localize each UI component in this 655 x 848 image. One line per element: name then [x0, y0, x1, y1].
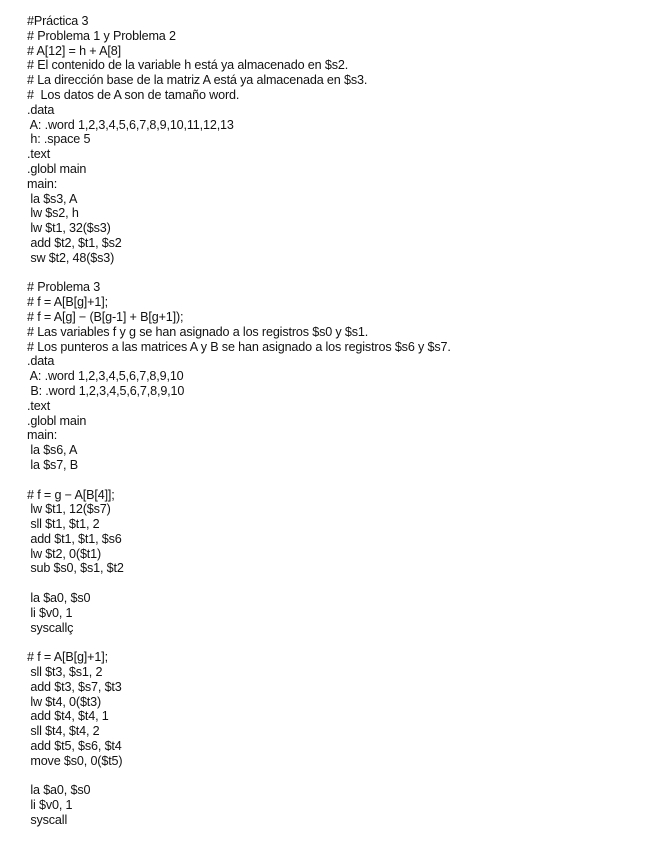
code-line: # Problema 3 — [27, 280, 101, 295]
code-line: add $t1, $t1, $s6 — [27, 531, 122, 546]
code-line: B: .word 1,2,3,4,5,6,7,8,9,10 — [27, 383, 185, 398]
code-line: sw $t2, 48($s3) — [27, 250, 115, 265]
code-line: # f = A[B[g]+1]; — [27, 295, 108, 310]
code-line: # Los datos de A son de tamaño word. — [27, 87, 240, 102]
code-line: lw $t2, 0($t1) — [27, 546, 102, 561]
code-line: # f = A[g] − (B[g-1] + B[g+1]); — [27, 309, 184, 324]
code-line: # f = A[B[g]+1]; — [27, 650, 108, 665]
code-line: .globl main — [27, 161, 87, 176]
code-line: #Práctica 3 — [27, 14, 89, 28]
code-line: main: — [27, 176, 58, 191]
code-line: sll $t1, $t1, 2 — [27, 517, 100, 532]
code-line: la $a0, $s0 — [27, 591, 91, 606]
code-line: move $s0, 0($t5) — [27, 753, 123, 768]
code-line: .data — [27, 354, 55, 369]
code-line: la $s6, A — [27, 443, 78, 458]
code-line: lw $t4, 0($t3) — [27, 694, 102, 709]
code-line: # La dirección base de la matriz A está ya almacenada en $s3. — [27, 73, 368, 88]
blank-line — [27, 576, 647, 591]
blank-line — [27, 473, 647, 488]
code-line: syscall — [27, 813, 68, 828]
code-line: A: .word 1,2,3,4,5,6,7,8,9,10 — [27, 369, 184, 384]
code-line: # El contenido de la variable h está ya almacenado en $s2. — [27, 58, 349, 73]
code-line: li $v0, 1 — [27, 798, 73, 813]
code-line: add $t4, $t4, 1 — [27, 709, 109, 724]
code-line: # A[12] = h + A[8] — [27, 43, 121, 58]
code-line: h: .space 5 — [27, 132, 91, 147]
code-line: add $t5, $s6, $t4 — [27, 739, 122, 754]
code-line: la $s7, B — [27, 457, 79, 472]
code-line: .data — [27, 102, 55, 117]
blank-line — [27, 266, 647, 281]
code-line: .text — [27, 147, 51, 162]
blank-line — [27, 769, 647, 784]
code-line: la $a0, $s0 — [27, 783, 91, 798]
code-line: la $s3, A — [27, 191, 78, 206]
code-line: sll $t4, $t4, 2 — [27, 724, 100, 739]
document-page — [27, 14, 647, 828]
code-line: # Los punteros a las matrices A y B se han asignado a los registros $s6 y $s7. — [27, 339, 451, 354]
code-line: sub $s0, $s1, $t2 — [27, 561, 124, 576]
code-line: # Problema 1 y Problema 2 — [27, 28, 176, 43]
code-line: A: .word 1,2,3,4,5,6,7,8,9,10,11,12,13 — [27, 117, 234, 132]
code-line: lw $s2, h — [27, 206, 79, 221]
code-line: .text — [27, 398, 51, 413]
blank-line — [27, 635, 647, 650]
code-line: add $t2, $t1, $s2 — [27, 235, 122, 250]
code-line: syscallç — [27, 620, 74, 635]
code-line: .globl main — [27, 413, 87, 428]
code-line: li $v0, 1 — [27, 605, 73, 620]
code-line: # Las variables f y g se han asignado a los registros $s0 y $s1. — [27, 324, 369, 339]
code-line: main: — [27, 428, 58, 443]
code-line: sll $t3, $s1, 2 — [27, 665, 103, 680]
code-line: add $t3, $s7, $t3 — [27, 679, 122, 694]
code-line: # f = g − A[B[4]]; — [27, 487, 115, 502]
code-line: lw $t1, 32($s3) — [27, 221, 111, 236]
code-line: lw $t1, 12($s7) — [27, 502, 111, 517]
